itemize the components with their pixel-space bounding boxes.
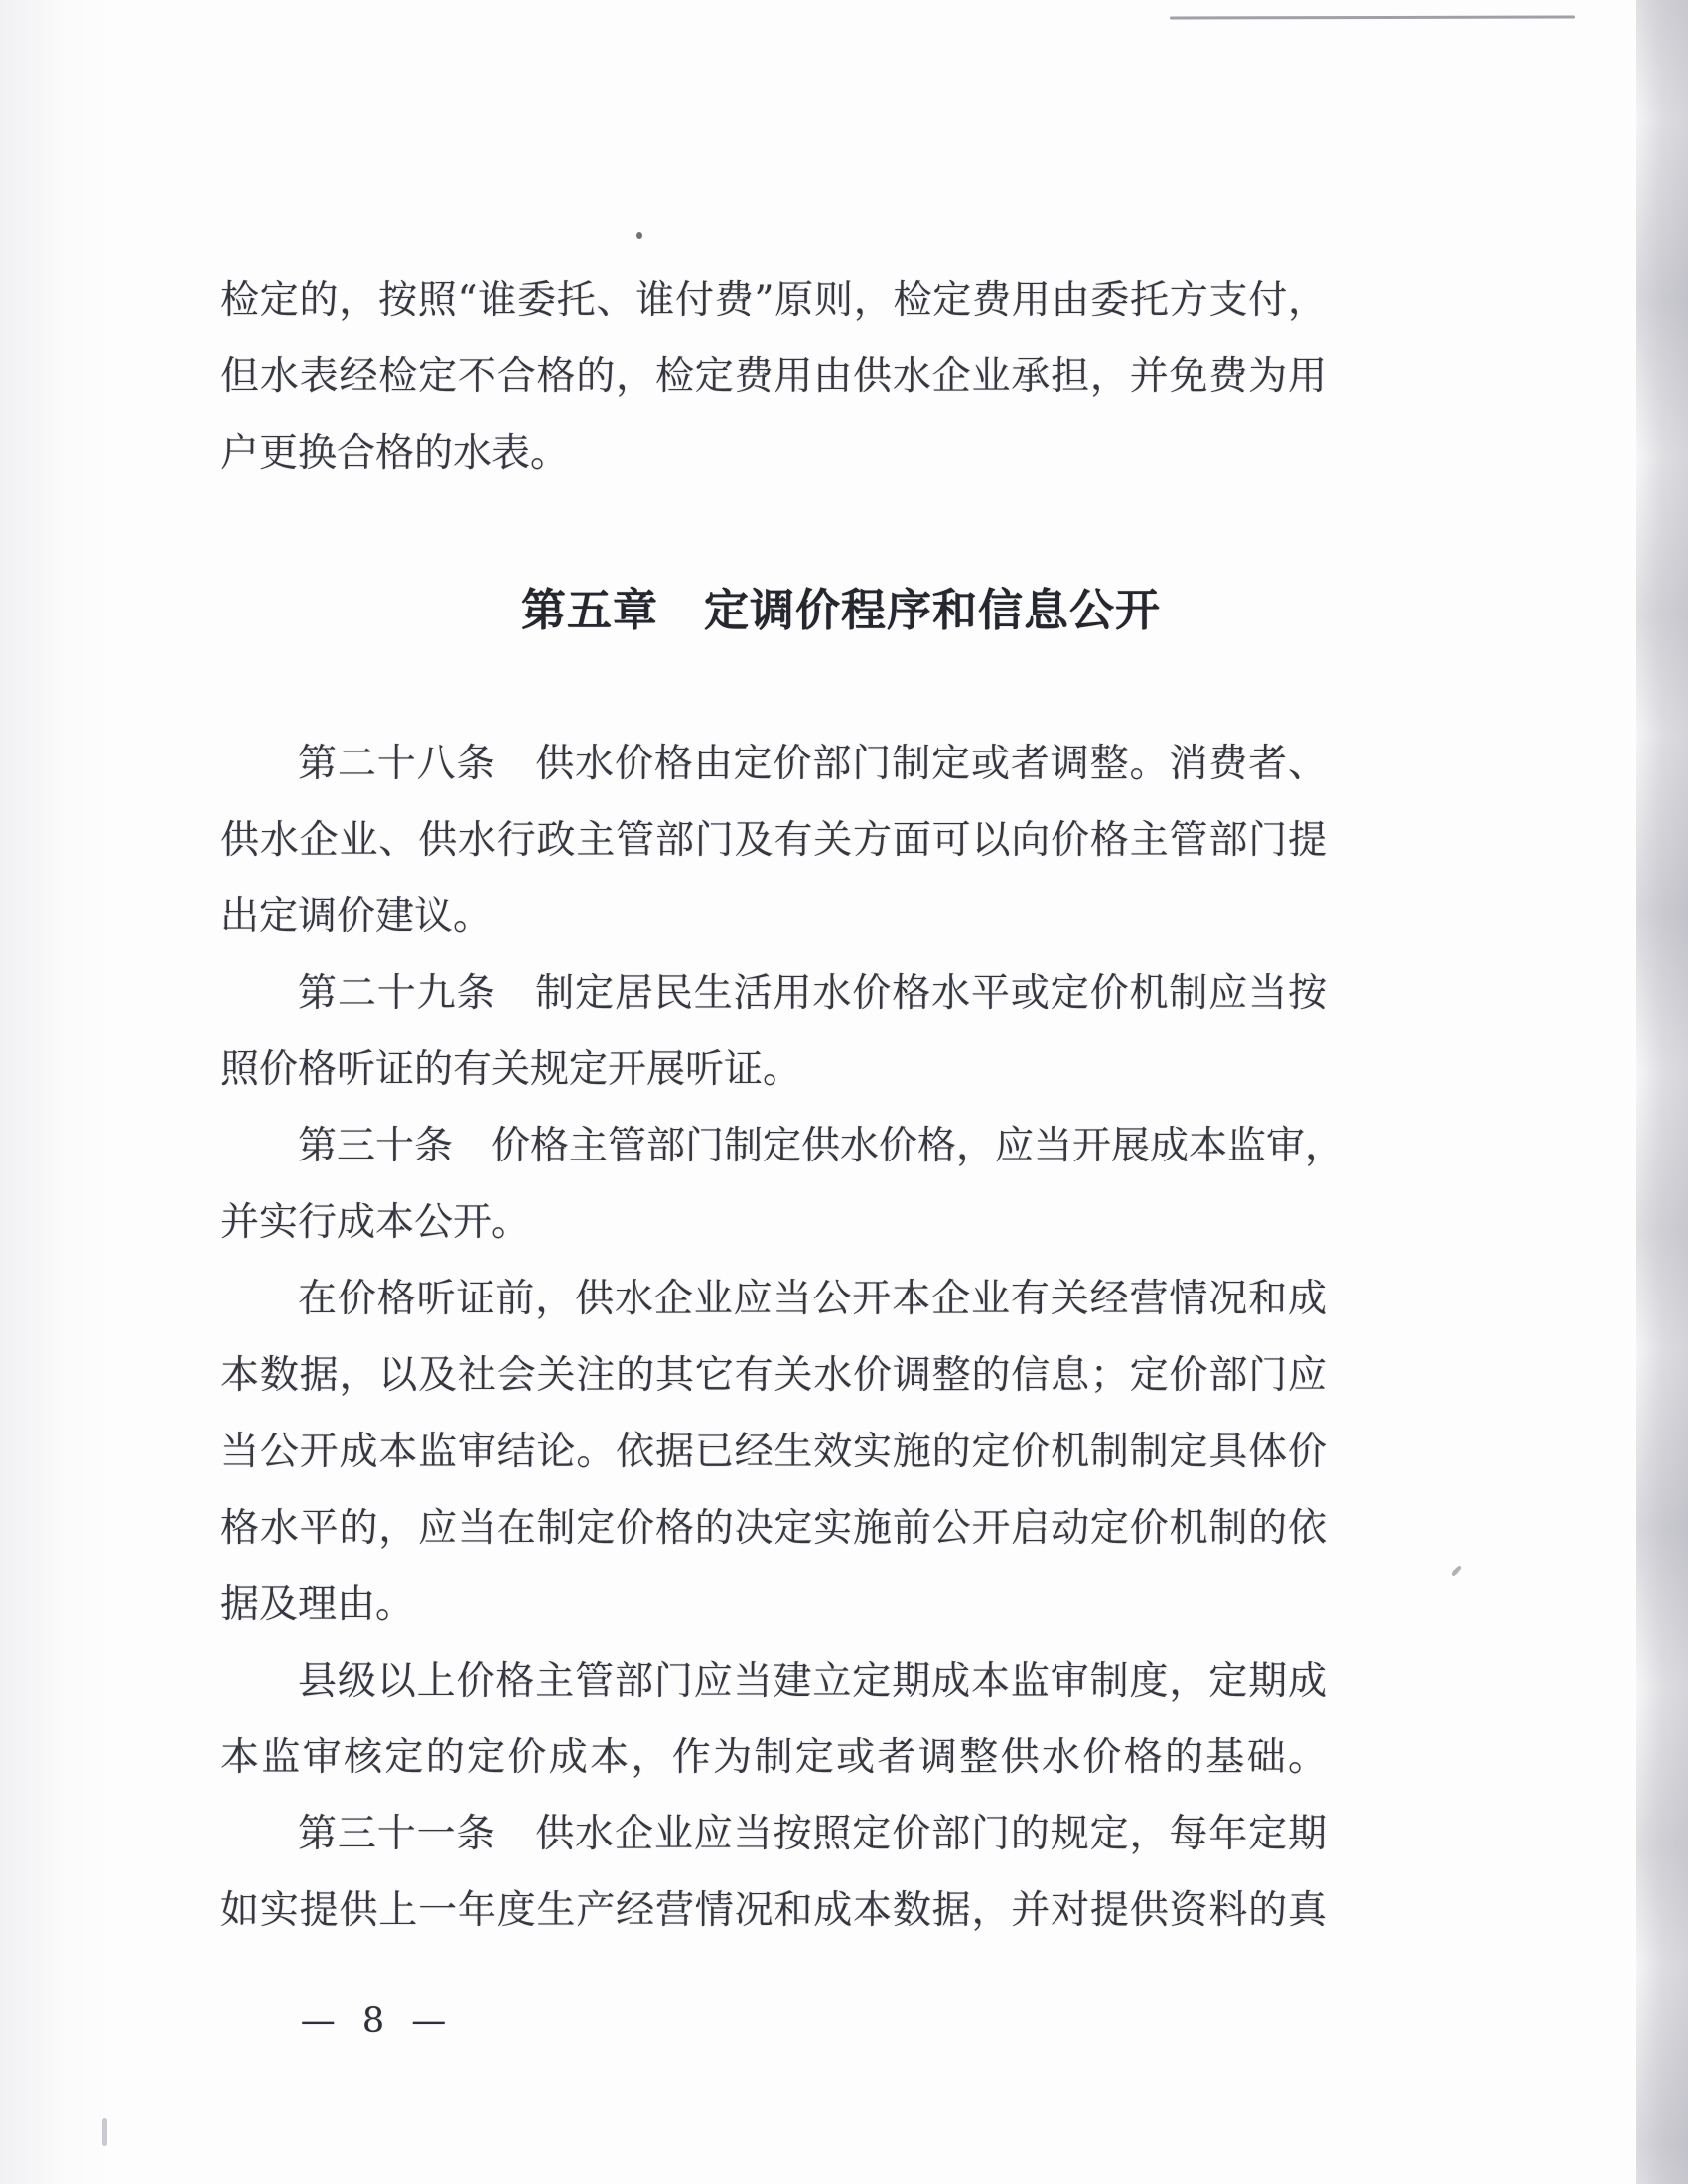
scan-artifact-speck [1451,1565,1463,1577]
body-text-line: 如实提供上一年度生产经营情况和成本数据，并对提供资料的真 [220,1888,1327,1933]
page-number: — 8 — [300,2001,449,2041]
body-text-line: 第三十一条 供水企业应当按照定价部门的规定，每年定期 [298,1812,1327,1856]
body-text-line: 但水表经检定不合格的，检定费用由供水企业承担，并免费为用 [220,354,1327,399]
body-text-line: 据及理由。 [220,1582,415,1627]
body-text-line: 户更换合格的水表。 [220,431,570,476]
body-text-line: 供水企业、供水行政主管部门及有关方面可以向价格主管部门提 [220,818,1327,863]
body-text-line: 照价格听证的有关规定开展听证。 [220,1047,802,1092]
body-text-line: 在价格听证前，供水企业应当公开本企业有关经营情况和成 [298,1277,1327,1321]
body-text-line: 本数据，以及社会关注的其它有关水价调整的信息；定价部门应 [220,1353,1327,1398]
body-text-line: 检定的，按照“谁委托、谁付费”原则，检定费用由委托方支付， [220,278,1327,323]
body-text-line: 县级以上价格主管部门应当建立定期成本监审制度，定期成 [298,1659,1327,1704]
body-text-line: 第三十条 价格主管部门制定供水价格，应当开展成本监审， [298,1124,1344,1168]
body-text-line: 当公开成本监审结论。依据已经生效实施的定价机制制定具体价 [220,1430,1327,1474]
scan-artifact-speck [636,232,642,239]
body-text-line: 第二十八条 供水价格由定价部门制定或者调整。消费者、 [298,742,1327,786]
document-text-column [220,262,1344,1949]
scan-artifact-left-edge [0,0,111,2184]
body-text-line: 第二十九条 制定居民生活用水价格水平或定价机制应当按 [298,971,1327,1016]
body-text-line: 格水平的，应当在制定价格的决定实施前公开启动定价机制的依 [220,1506,1327,1551]
body-text-line: 出定调价建议。 [220,894,492,939]
chapter-heading: 第五章 定调价程序和信息公开 [520,584,1161,636]
body-text-line: 本监审核定的定价成本，作为制定或者调整供水价格的基础。 [220,1735,1327,1780]
scan-artifact-top-line [1170,15,1575,19]
scan-artifact-speck [102,2118,107,2146]
scan-artifact-right-strip [1636,0,1688,2184]
body-text-line: 并实行成本公开。 [220,1200,531,1245]
